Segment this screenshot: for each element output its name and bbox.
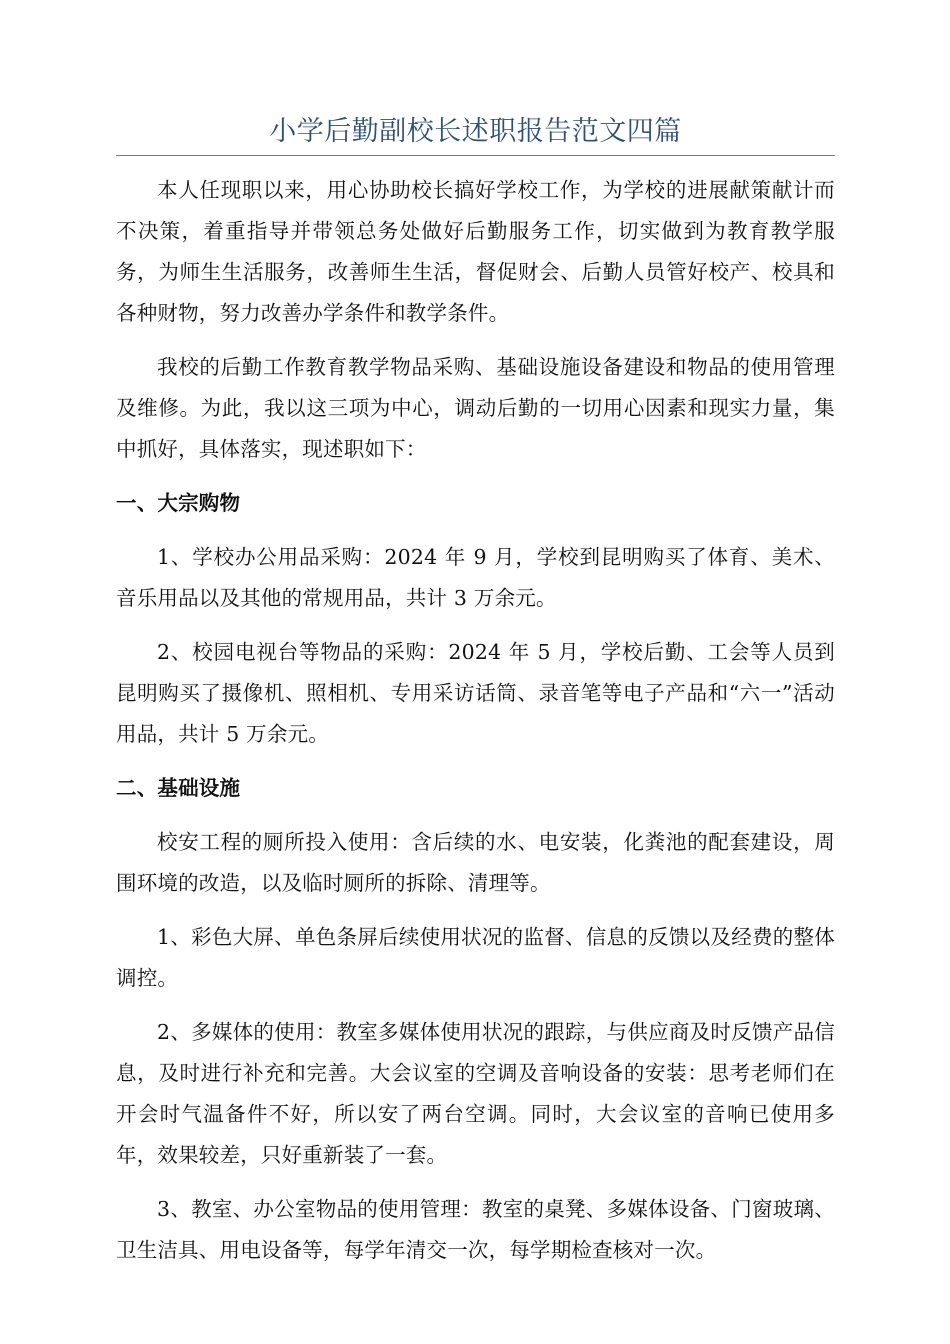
paragraph-purchase-office-supplies: 1、学校办公用品采购：2024 年 9 月，学校到昆明购买了体育、美术、音乐用品以及其他的常规用品，共计 3 万余元。 xyxy=(116,545,835,610)
document-body xyxy=(116,170,835,1284)
paragraph-asset-management: 3、教室、办公室物品的使用管理：教室的桌凳、多媒体设备、门窗玻璃、卫生洁具、用电设备等，每学年清交一次，每学期检查核对一次。 xyxy=(116,1197,835,1262)
paragraph-scope: 我校的后勤工作教育教学物品采购、基础设施设备建设和物品的使用管理及维修。为此，我以这三项为中心，调动后勤的一切用心因素和现实力量，集中抓好，具体落实，现述职如下： xyxy=(116,355,835,461)
paragraph-multimedia: 2、多媒体的使用：教室多媒体使用状况的跟踪，与供应商及时反馈产品信息，及时进行补充和完善。大会议室的空调及音响设备的安装：思考老师们在开会时气温备件不好，所以安了两台空调。同时，大会议室的音响已使用多年，效果较差，只好重新装了一套。 xyxy=(116,1020,835,1167)
title-underline xyxy=(116,155,835,156)
paragraph-purchase-tv-station: 2、校园电视台等物品的采购：2024 年 5 月，学校后勤、工会等人员到昆明购买了摄像机、照相机、专用采访话筒、录音笔等电子产品和“六一”活动用品，共计 5 万余元。 xyxy=(116,640,835,746)
paragraph-display-screens: 1、彩色大屏、单色条屏后续使用状况的监督、信息的反馈以及经费的整体调控。 xyxy=(116,925,835,990)
paragraph-intro: 本人任现职以来，用心协助校长搞好学校工作，为学校的进展献策献计而不决策，着重指导并带领总务处做好后勤服务工作，切实做到为教育教学服务，为师生生活服务，改善师生生活，督促财会、后勤人员管好校产、校具和各种财物，努力改善办学条件和教学条件。 xyxy=(116,178,835,325)
section-heading-infrastructure: 二、基础设施 xyxy=(116,776,241,800)
document-title: 小学后勤副校长述职报告范文四篇 xyxy=(269,116,682,147)
paragraph-restroom-project: 校安工程的厕所投入使用：含后续的水、电安装，化粪池的配套建设，周围环境的改造，以及临时厕所的拆除、清理等。 xyxy=(116,830,835,895)
section-heading-purchasing: 一、大宗购物 xyxy=(116,491,241,515)
